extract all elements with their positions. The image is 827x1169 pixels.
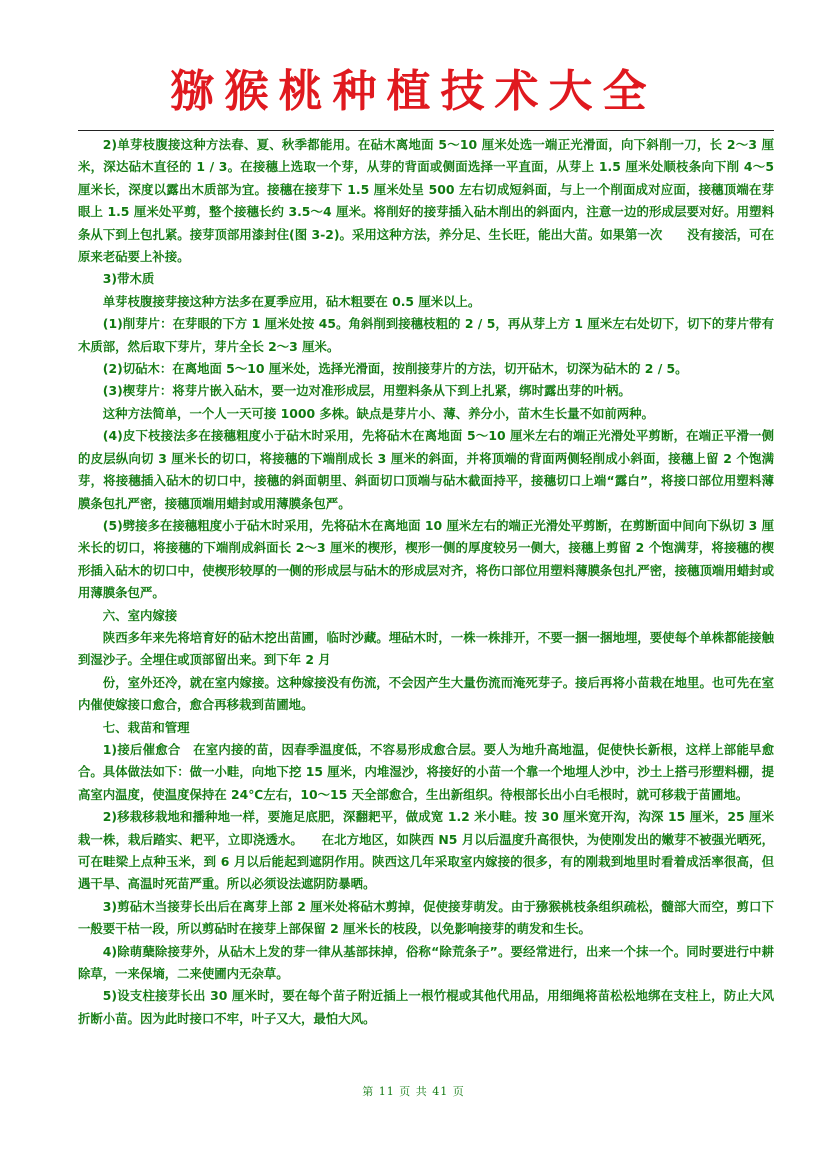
paragraph: 单芽枝腹接芽接这种方法多在夏季应用，砧木粗要在 0.5 厘米以上。 [102, 293, 481, 309]
section-heading: 七、栽苗和管理 [102, 719, 190, 735]
paragraph: 5)设支柱接芽长出 30 厘米时，要在每个苗子附近插上一根竹棍或其他代用品，用细绳将苗松松地绑在支柱上，防止大风折断小苗。因为此时接口不牢，叶子又大，最怕大风。 [78, 988, 774, 1026]
paragraph: (3)楔芽片：将芽片嵌入砧木，要一边对准形成层，用塑料条从下到上扎紧，绑时露出芽的叶柄。 [102, 383, 631, 399]
paragraph: (1)削芽片：在芽眼的下方 1 厘米处按 45。角斜削到接穗枝粗的 2 / 5，再从芽上方 1 厘米左右处切下，切下的芽片带有木质部，然后取下芽片，芽片全长 2～3 厘米。 [78, 316, 774, 354]
title-divider [78, 130, 774, 131]
paragraph: 2)移栽移栽地和播种地一样，要施足底肥，深翻耙平，做成宽 1.2 米小畦。按 30 厘米宽开沟，沟深 15 厘米，25 厘米栽一株，栽后踏实、耙平，立即浇透水。 在北方地区，如陕西 N5 月以后温度升高很快，为使刚发出的嫩芽不被强光晒死，可在畦梁上点种玉米，到 6 月以后能起到遮阴作用。陕西这几年采取室内嫁接的很多，有的刚栽到地里时看着成活率很高，但遇干旱、高温时死苗严重。所以必须设法遮阴防暴晒。 [78, 809, 774, 892]
paragraph: 4)除萌蘖除接芽外，从砧木上发的芽一律从基部抹掉，俗称“除荒条子”。要经常进行，出来一个抹一个。同时要进行中耕除草，一来保墒，二来使圃内无杂草。 [78, 943, 774, 982]
paragraph: (5)劈接多在接穗粗度小于砧木时采用，先将砧木在离地面 10 厘米左右的端正光滑处平剪断，在剪断面中间向下纵切 3 厘米长的切口，将接穗的下端削成斜面长 2～3 厘米的楔形，楔形一侧的厚度较另一侧大，接穗上剪留 2 个饱满芽，将接穗的楔形插入砧木的切口中，使楔形较厚的一侧的形成层与砧木的形成层对齐，将伤口部位用塑料薄膜条包扎严密，接穗顶端用蜡封或用薄膜条包严。 [78, 517, 774, 601]
paragraph: (2)切砧木：在离地面 5～10 厘米处，选择光滑面，按削接芽片的方法，切开砧木，切深为砧木的 2 / 5。 [102, 361, 688, 377]
document-title: 猕猴桃种植技术大全 [170, 66, 657, 117]
paragraph: 3)剪砧木当接芽长出后在离芽上部 2 厘米处将砧木剪掉，促使接芽萌发。由于猕猴桃枝条组织疏松，髓部大而空，剪口下一般要干枯一段，所以剪砧时在接芽上部保留 2 厘米长的枝段，以免影响接芽的萌发和生长。 [78, 898, 774, 937]
paragraph: (4)皮下枝接法多在接穗粗度小于砧木时采用，先将砧木在离地面 5～10 厘米左右的端正光滑处平剪断，在端正平滑一侧的皮层纵向切 3 厘米长的切口，将接穗的下端削成长 3 厘米的斜面，并将顶端的背面两侧轻削成小斜面，接穗上留 2 个饱满芽，将接穗插入砧木的切口中，接穗的斜面朝里、斜面切口顶端与砧木截面持平，接穗切口上端“露白”，将接口部位用塑料薄膜条包扎严密，接穗顶端用蜡封或用薄膜条包严。 [78, 428, 774, 511]
document-body [78, 134, 774, 1030]
paragraph: 1)接后催愈合 在室内接的苗，因春季温度低，不容易形成愈合层。要人为地升高地温，促使快长新根，这样上部能早愈合。具体做法如下：做一小畦，向地下挖 15 厘米，内堆湿沙，将接好的小苗一个靠一个地埋人沙中，沙土上搭弓形塑料棚，提高室内温度，使温度保持在 24℃左右，10～15 天全部愈合，生出新组织。待根部长出小白毛根时，就可移栽于苗圃地。 [78, 741, 774, 802]
section-heading: 六、室内嫁接 [102, 607, 178, 623]
paragraph: 2)单芽枝腹接这种方法春、夏、秋季都能用。在砧木离地面 5～10 厘米处选一端正光滑面，向下斜削一刀，长 2～3 厘米，深达砧木直径的 1 / 3。在接穗上选取一个芽，从芽的背面或侧面选择一平直面，从芽上 1.5 厘米处顺枝条向下削 4～5 厘米长，深度以露出木质部为宜。接穗在接芽下 1.5 厘米处呈 500 左右切成短斜面，与上一个削面成对应面，接穗顶端在芽眼上 1.5 厘米处平剪，整个接穗长约 3.5～4 厘米。将削好的接芽插入砧木削出的斜面内，注意一边的形成层要对好。用塑料条从下到上包扎紧。接芽顶部用漆封住(图 3-2)。采用这种方法，养分足、生长旺，能出大苗。如果第一次 没有接活，可在原来老砧要上补接。 [78, 137, 774, 265]
paragraph: 陕西多年来先将培育好的砧木挖出苗圃，临时沙藏。埋砧木时，一株一株排开，不要一捆一捆地埋，要使每个单株都能接触到湿沙子。全埋住或顶部留出来。到下年 2 月 [78, 629, 774, 668]
paragraph: 这种方法简单，一个人一天可接 1000 多株。缺点是芽片小、薄、养分小，苗木生长量不如前两种。 [102, 405, 654, 421]
paragraph: 3)带木质 [102, 271, 155, 287]
page-number-footer: 第 11 页 共 41 页 [362, 1085, 465, 1098]
paragraph: 份，室外还冷，就在室内嫁接。这种嫁接没有伤流，不会因产生大量伤流而淹死芽子。接后再将小苗栽在地里。也可先在室内催使嫁接口愈合，愈合再移栽到苗圃地。 [78, 674, 774, 713]
